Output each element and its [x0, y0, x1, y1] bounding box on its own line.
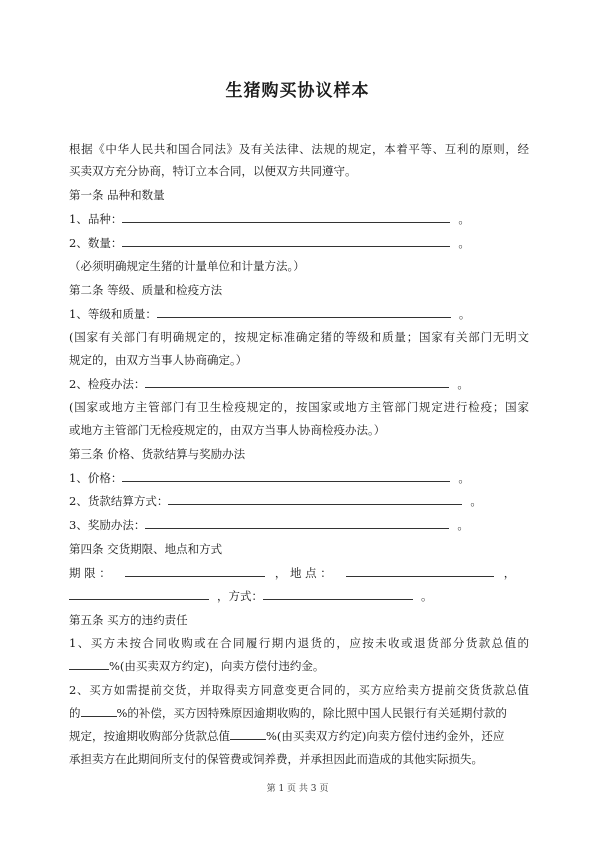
grade-row: [69, 307, 529, 321]
article-2-heading: 第二条 等级、质量和检疫方法: [69, 283, 223, 297]
reward-row: [69, 518, 529, 532]
reward-label: 3、奖励办法：: [69, 518, 146, 532]
price-row: [69, 471, 529, 485]
place-blank-continued[interactable]: [69, 589, 209, 600]
compensation-rate-blank[interactable]: [81, 706, 117, 717]
breach-p1-text: %(由买卖双方约定)，向卖方偿付违约金。: [109, 659, 325, 673]
breach-p2-line-4: 承担卖方在此期间所支付的保管费或饲养费，并承担因此而造成的其他实际损失。: [69, 752, 483, 766]
place-label: ， 地 点 ：: [274, 566, 332, 580]
price-blank[interactable]: [122, 471, 450, 482]
breach-p2-text-b: %的补偿，买方因特殊原因逾期收购的，除比照中国人民银行有关延期付款的: [116, 706, 507, 720]
breach-p1-line-2: [69, 659, 529, 673]
delivery-row-2: [69, 589, 529, 603]
document-title: 生猪购买协议样本: [225, 81, 370, 101]
end-mark: 。: [458, 236, 470, 250]
end-mark: 。: [457, 518, 469, 532]
article-4-heading: 第四条 交货期限、地点和方式: [69, 542, 223, 556]
article-1-note: （必须明确规定生猪的计量单位和计量方法。）: [69, 259, 305, 273]
quantity-blank[interactable]: [122, 236, 450, 247]
quarantine-label: 2、检疫办法：: [69, 377, 146, 391]
method-label: ，方式：: [217, 589, 263, 603]
article-5-heading: 第五条 买方的违约责任: [69, 613, 188, 627]
breach-p1-line-1: 1、买方未按合同收购或在合同履行期内退货的，应按未收或退货部分货款总值的: [69, 636, 529, 650]
method-blank[interactable]: [263, 589, 413, 600]
breach-p2-text-a: 的: [69, 706, 81, 720]
reward-blank[interactable]: [145, 518, 449, 529]
end-mark: 。: [421, 589, 433, 603]
variety-label: 1、品种：: [69, 212, 123, 226]
end-mark: 。: [458, 212, 470, 226]
delivery-row-1: [69, 566, 529, 580]
grade-blank[interactable]: [157, 307, 451, 318]
intro-line-1: 根据《中华人民共和国合同法》及有关法律、法规的规定，本着平等、互利的原则，经: [69, 142, 529, 156]
page-number: 第 1 页 共 3 页: [266, 784, 329, 794]
comma: ，: [503, 566, 516, 580]
quarantine-note-line-2: 或地方主管部门无检疫规定的，由双方当事人协商检疫办法。）: [69, 423, 386, 437]
place-blank[interactable]: [346, 566, 494, 577]
settlement-row: [69, 494, 529, 508]
end-mark: 。: [458, 471, 470, 485]
penalty-rate-blank[interactable]: [69, 659, 109, 670]
end-mark: 。: [458, 307, 471, 321]
quarantine-blank[interactable]: [145, 377, 449, 388]
period-blank[interactable]: [125, 566, 265, 577]
breach-p2-line-1: 2、买方如需提前交货，并取得卖方同意变更合同的，买方应给卖方提前交货货款总值: [69, 683, 529, 697]
intro-line-2: 买卖双方充分协商，特订立本合同，以便双方共同遵守。: [69, 164, 357, 178]
end-mark: 。: [457, 377, 469, 391]
breach-p2-line-2: [69, 706, 529, 720]
end-mark: 。: [470, 494, 482, 508]
breach-p2-text-c: 规定，按逾期收购部分货款总值: [69, 729, 230, 743]
grade-note-line-1: (国家有关部门有明确规定的，按规定标准确定猪的等级和质量；国家有关部门无明文: [69, 330, 529, 344]
quantity-row: [69, 236, 529, 250]
settlement-label: 2、货款结算方式：: [69, 494, 169, 508]
variety-blank[interactable]: [122, 212, 450, 223]
article-1-heading: 第一条 品种和数量: [69, 188, 165, 202]
article-3-heading: 第三条 价格、货款结算与奖励办法: [69, 447, 246, 461]
quarantine-row: [69, 377, 529, 391]
breach-p2-line-3: [69, 729, 529, 743]
period-label: 期 限 ：: [69, 566, 111, 580]
grade-label: 1、等级和质量：: [69, 307, 157, 321]
quantity-label: 2、数量：: [69, 236, 123, 250]
quarantine-note-line-1: (国家或地方主管部门有卫生检疫规定的，按国家或地方主管部门规定进行检疫；国家: [69, 400, 529, 414]
grade-note-line-2: 规定的，由双方当事人协商确定。）: [69, 353, 248, 367]
overdue-rate-blank[interactable]: [230, 729, 266, 740]
price-label: 1、价格：: [69, 471, 123, 485]
settlement-blank[interactable]: [168, 494, 462, 505]
variety-row: [69, 212, 529, 226]
breach-p2-text-d: %(由买卖双方约定)向卖方偿付违约金外，还应: [266, 729, 505, 743]
